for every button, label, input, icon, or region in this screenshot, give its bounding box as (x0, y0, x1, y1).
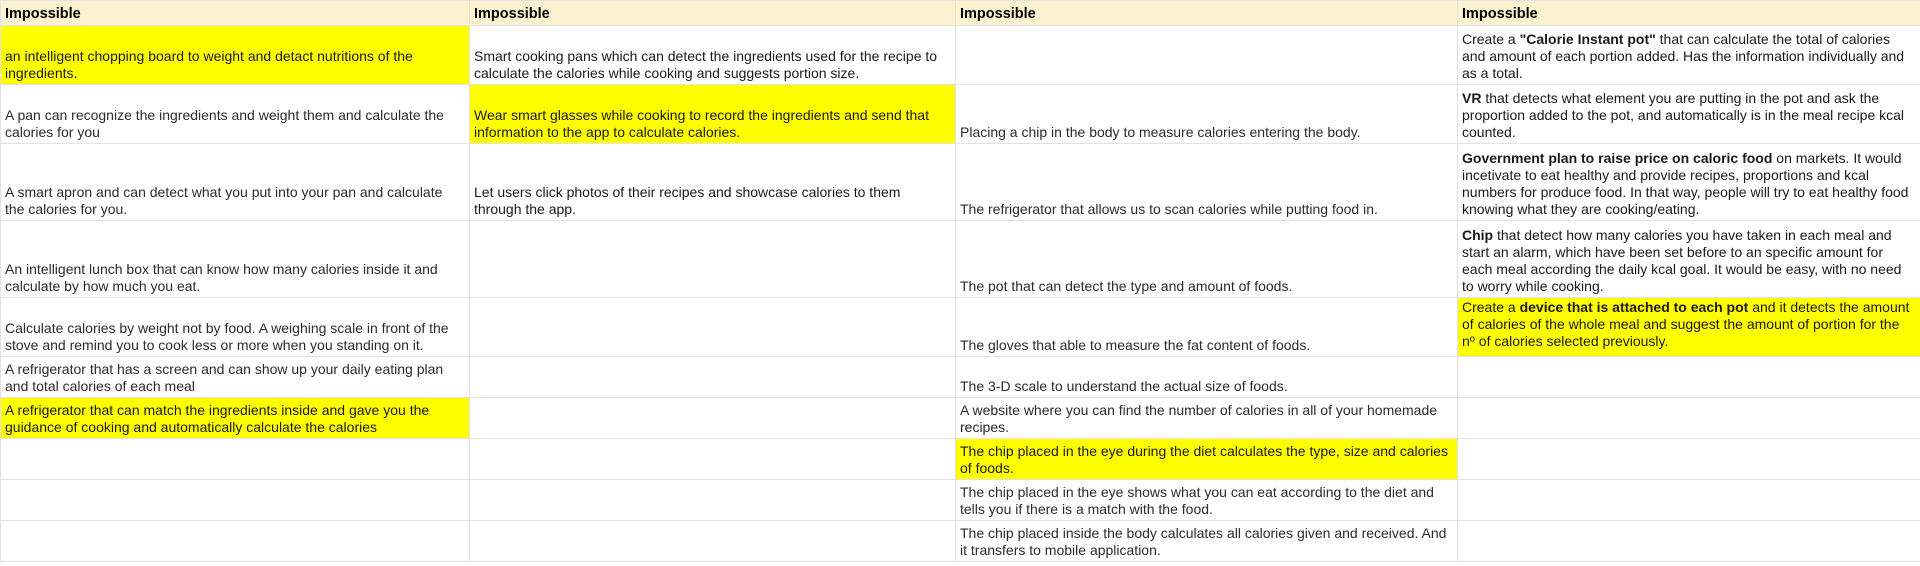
idea-cell[interactable]: The chip placed in the eye shows what you can eat according to the diet and tells you if there is a match with the food. (956, 480, 1458, 521)
text: Create a (1462, 299, 1520, 315)
idea-cell[interactable]: The chip placed in the eye during the diet calculates the type, size and calories of foods. (956, 439, 1458, 480)
idea-cell[interactable]: The pot that can detect the type and amount of foods. (956, 221, 1458, 298)
text: that detect how many calories you have taken in each meal and start an alarm, which have been set before to an specific amount for each meal according the daily kcal goal. It would be easy, with no need to worry while cooking. (1462, 227, 1902, 294)
idea-cell[interactable] (1458, 298, 1920, 357)
idea-cell[interactable]: The gloves that able to measure the fat content of foods. (956, 298, 1458, 357)
table-row (1, 85, 1920, 144)
idea-cell[interactable]: A refrigerator that can match the ingredients inside and gave you the guidance of cooking and automatically calculate the calories (1, 398, 470, 439)
bold-text: "Calorie Instant pot" (1519, 31, 1656, 47)
header-cell[interactable]: Impossible (1458, 1, 1920, 26)
empty-cell[interactable] (1, 439, 470, 480)
idea-cell[interactable]: A smart apron and can detect what you put into your pan and calculate the calories for you. (1, 144, 470, 221)
idea-cell[interactable] (1458, 221, 1920, 298)
empty-cell[interactable] (470, 480, 956, 521)
empty-cell[interactable] (470, 357, 956, 398)
empty-cell[interactable] (1458, 357, 1920, 398)
empty-cell[interactable] (470, 398, 956, 439)
text: that detects what element you are putting in the pot and ask the proportion added to the pot, and automatically is in the meal recipe kcal counted. (1462, 90, 1905, 140)
text: that can calculate the total of calories and amount of each portion added. Has the information individually and as a total. (1462, 31, 1905, 81)
empty-cell[interactable] (1, 521, 470, 562)
empty-cell[interactable] (1458, 439, 1920, 480)
idea-cell[interactable] (1458, 144, 1920, 221)
header-row (1, 1, 1920, 26)
empty-cell[interactable] (1, 480, 470, 521)
empty-cell[interactable] (470, 439, 956, 480)
empty-cell[interactable] (470, 521, 956, 562)
idea-cell[interactable]: An intelligent lunch box that can know how many calories inside it and calculate by how much you eat. (1, 221, 470, 298)
bold-text: VR (1462, 90, 1482, 106)
idea-cell[interactable]: Smart cooking pans which can detect the ingredients used for the recipe to calculate the calories while cooking and suggests portion size. (470, 26, 956, 85)
empty-cell[interactable] (1458, 521, 1920, 562)
text: and it detects the amount of calories of the whole meal and suggest the amount of portion for the nº of calories selected previously. (1462, 299, 1910, 349)
idea-cell[interactable]: A pan can recognize the ingredients and weight them and calculate the calories for you (1, 85, 470, 144)
header-cell[interactable]: Impossible (470, 1, 956, 26)
idea-cell[interactable]: The refrigerator that allows us to scan calories while putting food in. (956, 144, 1458, 221)
empty-cell[interactable] (470, 221, 956, 298)
table-row (1, 398, 1920, 439)
table-row (1, 357, 1920, 398)
text: on markets. It would incetivate to eat healthy and provide recipes, proportions and kcal numbers for produce food. In that way, people will try to eat healthy food knowing what they are cooking/eating. (1462, 150, 1909, 217)
idea-cell[interactable]: The 3-D scale to understand the actual size of foods. (956, 357, 1458, 398)
table-row (1, 439, 1920, 480)
table-row (1, 144, 1920, 221)
idea-cell[interactable]: Let users click photos of their recipes and showcase calories to them through the app. (470, 144, 956, 221)
idea-cell[interactable]: Calculate calories by weight not by food. A weighing scale in front of the stove and remind you to cook less or more when you standing on it. (1, 298, 470, 357)
empty-cell[interactable] (1458, 480, 1920, 521)
empty-cell[interactable] (1458, 398, 1920, 439)
header-cell[interactable]: Impossible (1, 1, 470, 26)
idea-cell[interactable]: A website where you can find the number of calories in all of your homemade recipes. (956, 398, 1458, 439)
header-cell[interactable]: Impossible (956, 1, 1458, 26)
table-row (1, 221, 1920, 298)
idea-cell[interactable]: The chip placed inside the body calculates all calories given and received. And it transfers to mobile application. (956, 521, 1458, 562)
table-row (1, 26, 1920, 85)
table-row (1, 521, 1920, 562)
idea-cell[interactable]: Placing a chip in the body to measure calories entering the body. (956, 85, 1458, 144)
idea-cell[interactable] (1458, 26, 1920, 85)
table-row (1, 298, 1920, 357)
text: Create a (1462, 31, 1520, 47)
bold-text: Chip (1462, 227, 1494, 243)
bold-text: device that is attached to each pot (1519, 299, 1749, 315)
bold-text: Government plan to raise price on caloric food (1462, 150, 1773, 166)
idea-cell[interactable]: Wear smart glasses while cooking to record the ingredients and send that information to the app to calculate calories. (470, 85, 956, 144)
idea-cell[interactable]: an intelligent chopping board to weight and detact nutritions of the ingredients. (1, 26, 470, 85)
idea-cell[interactable] (1458, 85, 1920, 144)
empty-cell[interactable] (956, 26, 1458, 85)
table-row (1, 480, 1920, 521)
empty-cell[interactable] (470, 298, 956, 357)
idea-cell[interactable]: A refrigerator that has a screen and can show up your daily eating plan and total calories of each meal (1, 357, 470, 398)
